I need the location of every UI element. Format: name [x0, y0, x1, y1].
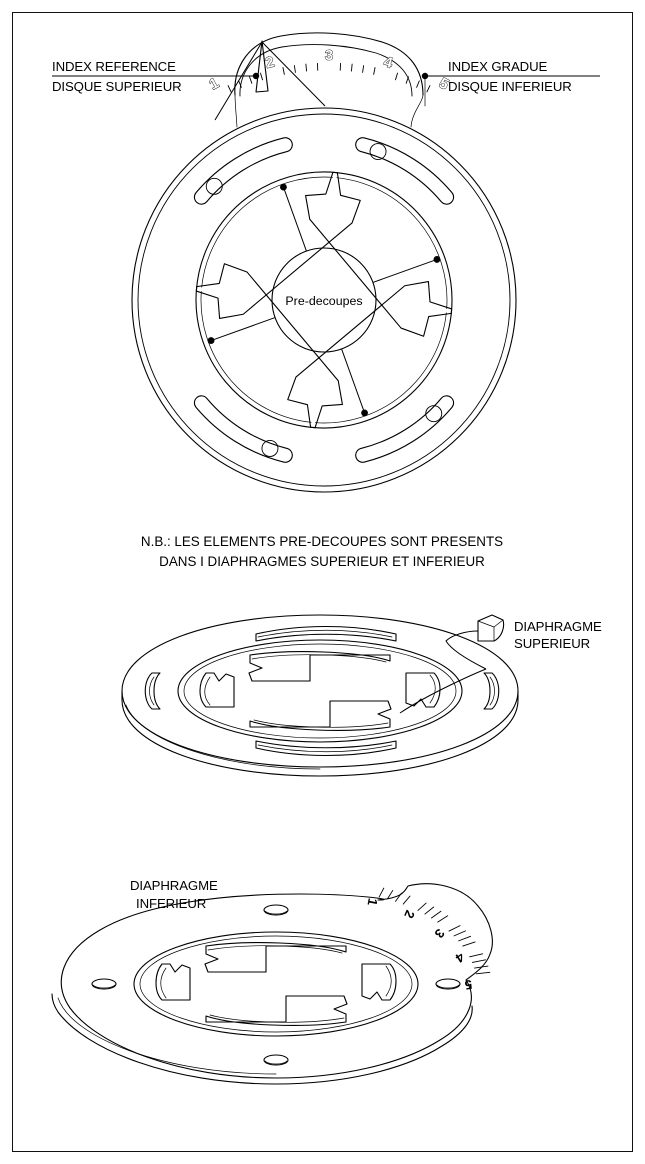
figure-lower-diaphragm: [0, 858, 645, 1158]
plan-precut-blade: [196, 264, 342, 428]
scale-minor-tick: [351, 64, 352, 71]
plan-arc-slot: [356, 396, 454, 462]
scale-minor-tick: [306, 64, 307, 71]
precut-leader-dot: [361, 410, 368, 417]
figure-plan-view: [0, 0, 645, 520]
lower-scale-minor-tick: [476, 972, 490, 973]
lower-scale-minor-tick: [449, 926, 460, 931]
plan-rivet-hole: [426, 406, 442, 422]
upper-precut-blades: [200, 652, 440, 731]
lower-scale-minor-tick: [379, 888, 384, 897]
plan-rivet-hole: [206, 178, 222, 194]
lower-scale-minor-tick: [459, 936, 471, 941]
lower-scale-minor-tick: [431, 911, 440, 918]
lower-scale-number: 4: [452, 949, 467, 966]
upper-index-tab: [478, 615, 504, 641]
lower-scale-minor-tick: [472, 960, 485, 963]
scale-minor-tick: [228, 86, 231, 92]
note-line-2: DANS I DIAPHRAGMES SUPERIEUR ET INFERIEUR: [159, 554, 485, 569]
label-index-gradue-line2: DISQUE INFERIEUR: [448, 79, 572, 94]
scale-minor-tick: [283, 68, 284, 75]
scale-number: 1: [206, 74, 222, 94]
lower-scale-numbers: [365, 897, 474, 993]
lower-scale-minor-tick: [454, 931, 466, 936]
scale-minor-tick: [249, 77, 251, 84]
scale-minor-tick: [395, 73, 397, 80]
lower-scale-minor-tick: [403, 896, 410, 904]
graduated-index-band: [235, 33, 423, 96]
scale-number: 5: [436, 74, 452, 94]
label-pre-decoupes: Pre-decoupes: [285, 294, 363, 308]
scale-number: 3: [324, 47, 334, 64]
plan-precut-score: [315, 313, 446, 423]
scale-minor-tick: [374, 68, 375, 75]
plan-precut-score: [202, 177, 333, 287]
lower-scale-minor-tick: [470, 954, 483, 957]
scale-minor-tick: [427, 86, 430, 92]
precut-leader-line: [373, 259, 437, 282]
label-index-reference-line1: INDEX REFERENCE: [52, 59, 176, 74]
lower-scale-minor-tick: [425, 907, 434, 914]
lower-scale-number: 2: [401, 908, 418, 921]
label-diaphragme-superieur-line2: SUPERIEUR: [514, 636, 591, 651]
plan-arc-slot: [194, 396, 292, 462]
lower-scale-minor-tick: [395, 893, 401, 901]
plan-precut-score: [201, 291, 311, 422]
scale-number: 4: [382, 53, 395, 73]
scale-minor-tick: [417, 81, 420, 87]
lower-scale-minor-tick: [438, 916, 448, 922]
label-diaphragme-inferieur-line2: INFERIEUR: [136, 896, 207, 911]
lower-plate-holes: [92, 905, 460, 1065]
plan-precut-score: [337, 178, 447, 309]
precut-leader-dot: [208, 337, 215, 344]
scale-minor-tick: [406, 77, 408, 84]
lower-scale-minor-tick: [463, 942, 475, 946]
plan-arc-slot: [194, 138, 292, 204]
label-index-gradue-line1: INDEX GRADUE: [448, 59, 548, 74]
label-index-reference-line2: DISQUE SUPERIEUR: [52, 79, 182, 94]
upper-ring-slots: [145, 627, 499, 756]
scale-minor-tick: [363, 66, 364, 73]
lower-precut-blades: [156, 943, 396, 1026]
lower-scale-minor-tick: [418, 903, 426, 910]
lower-scale-number: 5: [463, 976, 474, 993]
label-diaphragme-superieur-line1: DIAPHRAGME: [514, 619, 602, 634]
precut-leader-line: [211, 318, 275, 341]
lower-scale-number: 3: [431, 925, 448, 941]
label-diaphragme-inferieur-line1: DIAPHRAGME: [130, 878, 218, 893]
upper-tab-leader: [446, 631, 486, 669]
figure-note: [0, 530, 645, 590]
plan-arc-slot: [356, 138, 454, 204]
lower-scale-number: 1: [364, 897, 381, 908]
scale-minor-tick: [294, 66, 295, 73]
precut-leader-line: [283, 187, 306, 251]
lower-plate-aperture: [134, 932, 418, 1036]
scale-numbers-group: [207, 47, 452, 94]
figure-upper-diaphragm: [0, 595, 645, 855]
scale-number: 2: [263, 53, 276, 73]
scale-minor-tick: [260, 73, 262, 80]
note-line-1: N.B.: LES ELEMENTS PRE-DECOUPES SONT PRESENTS: [140, 534, 504, 549]
precut-leader-dot: [434, 256, 441, 263]
plan-precut-blade: [306, 172, 452, 336]
precut-leader-line: [342, 349, 365, 413]
precut-leader-dot: [280, 184, 287, 191]
